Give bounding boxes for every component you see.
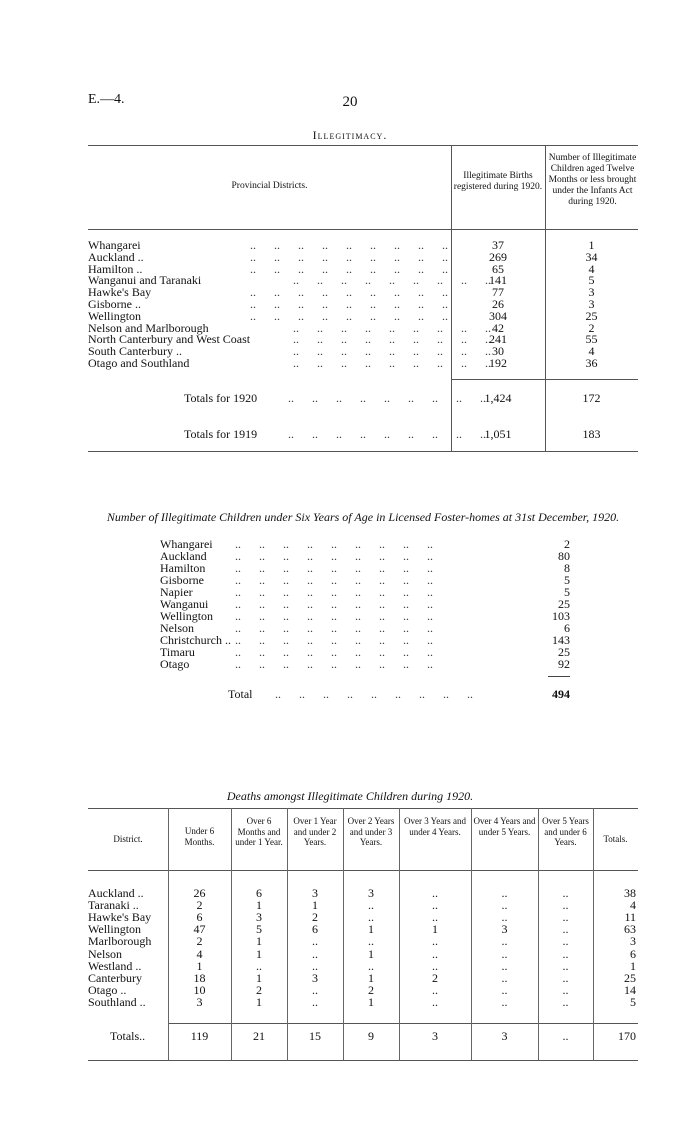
- leader-dots: .. .. .. .. .. .. .. .. ..: [250, 297, 448, 311]
- district-name: Wellington: [88, 308, 142, 323]
- births-value: 42: [492, 320, 504, 335]
- cell-value: ..: [562, 994, 569, 1009]
- children-total: 172: [582, 391, 601, 405]
- column-divider: [593, 808, 594, 1060]
- children-count: 5: [564, 573, 570, 587]
- leader-dots: .. .. .. .. .. .. .. .. ..: [235, 549, 433, 563]
- section-title-foster-homes: Number of Illegitimate Children under Six Years of Age in Licensed Foster-homes at 31st December, 1920.: [106, 510, 620, 524]
- cell-value: 25: [624, 970, 636, 985]
- cell-value: 6: [630, 946, 636, 961]
- children-count: 92: [558, 657, 570, 671]
- leader-dots: .. .. .. .. .. .. .. .. ..: [288, 391, 486, 405]
- leader-dots: .. .. .. .. .. .. .. .. ..: [235, 585, 433, 599]
- town-name: Christchurch ..: [160, 633, 231, 647]
- children-count: 2: [564, 537, 570, 551]
- column-divider: [471, 808, 472, 1060]
- children-value: 36: [585, 356, 598, 370]
- district-name: Southland ..: [88, 994, 146, 1009]
- cell-value: 26: [193, 886, 206, 900]
- leader-dots: .. .. .. .. .. .. .. .. ..: [235, 537, 433, 551]
- column-divider: [287, 808, 288, 1060]
- cell-value: ..: [562, 982, 569, 997]
- cell-value: 1: [368, 922, 374, 937]
- leader-dots: .. .. .. .. .. .. .. .. ..: [250, 238, 448, 252]
- town-name: Otago: [160, 657, 190, 671]
- cell-value: 170: [618, 1029, 636, 1043]
- leader-dots: .. .. .. .. .. .. .. .. ..: [235, 597, 433, 611]
- leader-dots: .. .. .. .. .. .. .. .. ..: [235, 633, 433, 647]
- births-value: 26: [492, 297, 504, 311]
- children-value: 4: [588, 261, 595, 276]
- cell-value: 3: [501, 1029, 508, 1043]
- births-value: 141: [489, 273, 507, 288]
- cell-value: ..: [368, 910, 374, 925]
- town-name: Timaru: [160, 645, 195, 659]
- cell-value: ..: [312, 946, 318, 961]
- leader-dots: .. .. .. .. .. .. .. .. ..: [235, 645, 433, 659]
- cell-value: ..: [312, 994, 318, 1009]
- cell-value: 3: [196, 994, 203, 1009]
- children-count: 6: [564, 621, 570, 635]
- total-label: Total: [228, 687, 253, 701]
- cell-value: ..: [432, 934, 438, 949]
- table-row: [88, 984, 638, 996]
- cell-value: 6: [256, 886, 262, 900]
- table-row: [88, 251, 638, 263]
- children-value: 55: [585, 332, 598, 347]
- cell-value: ..: [368, 898, 374, 913]
- births-value: 192: [489, 356, 507, 370]
- cell-value: 63: [624, 922, 636, 937]
- children-total: 183: [582, 427, 601, 441]
- column-header: Totals.: [603, 834, 628, 844]
- cell-value: ..: [501, 970, 508, 985]
- cell-value: 2: [256, 982, 262, 997]
- total-rule: [548, 676, 570, 677]
- cell-value: 1: [368, 970, 374, 985]
- cell-value: ..: [312, 982, 318, 997]
- cell-value: ..: [562, 946, 569, 961]
- cell-value: 11: [624, 910, 636, 925]
- district-name: Marlborough: [88, 934, 152, 949]
- cell-value: 3: [256, 910, 262, 925]
- column-header: Over 6 Months and under 1 Year.: [235, 816, 283, 847]
- totals-row: [88, 392, 638, 404]
- cell-value: 3: [501, 922, 508, 937]
- cell-value: ..: [501, 982, 508, 997]
- district-name: Whangarei: [88, 238, 141, 252]
- cell-value: ..: [562, 922, 569, 937]
- cell-value: 2: [432, 970, 438, 985]
- births-value: 269: [489, 249, 507, 264]
- cell-value: 4: [630, 898, 636, 913]
- district-name: South Canterbury ..: [88, 344, 182, 359]
- births-value: 65: [492, 261, 504, 276]
- births-value: 241: [489, 332, 507, 347]
- leader-dots: .. .. .. .. .. .. .. .. ..: [235, 573, 433, 587]
- leader-dots: .. .. .. .. .. .. .. .. ..: [293, 344, 491, 359]
- district-name: Hawke's Bay: [88, 910, 152, 925]
- leader-dots: .. .. .. .. .. .. .. .. ..: [250, 249, 448, 264]
- children-count: 5: [564, 585, 570, 599]
- cell-value: ..: [562, 910, 569, 925]
- cell-value: ..: [501, 946, 508, 961]
- leader-dots: .. .. .. .. .. .. .. .. ..: [293, 356, 491, 370]
- district-name: Totals..: [110, 1029, 146, 1043]
- document-reference: E.—4.: [88, 92, 125, 107]
- town-name: Nelson: [160, 621, 194, 635]
- cell-value: ..: [562, 886, 569, 900]
- table-row: [88, 960, 638, 972]
- cell-value: ..: [562, 1029, 569, 1043]
- column-header: Over 3 Years and under 4 Years.: [404, 816, 466, 837]
- cell-value: ..: [432, 958, 438, 973]
- children-value: 3: [588, 285, 595, 300]
- district-name: Canterbury: [88, 970, 142, 985]
- children-value: 34: [585, 249, 598, 264]
- column-divider: [231, 808, 232, 1060]
- cell-value: 47: [193, 922, 206, 937]
- cell-value: 1: [256, 898, 262, 913]
- table-row: [88, 357, 638, 369]
- births-value: 304: [489, 308, 507, 323]
- births-value: 30: [492, 344, 504, 359]
- leader-dots: .. .. .. .. .. .. .. .. ..: [293, 332, 491, 347]
- cell-value: ..: [501, 910, 508, 925]
- leader-dots: .. .. .. .. .. .. .. .. ..: [275, 687, 473, 701]
- table-row: [88, 996, 638, 1008]
- column-header: Over 1 Year and under 2 Years.: [293, 816, 337, 847]
- cell-value: ..: [368, 958, 374, 973]
- cell-value: 5: [630, 994, 636, 1009]
- table-row: [88, 310, 638, 322]
- cell-value: 1: [256, 946, 262, 961]
- cell-value: 1: [312, 898, 318, 913]
- list-item: [160, 658, 570, 670]
- column-divider: [538, 808, 539, 1060]
- table-row: [88, 972, 638, 984]
- cell-value: 21: [253, 1029, 265, 1043]
- cell-value: 18: [193, 970, 206, 985]
- cell-value: ..: [562, 934, 569, 949]
- district-name: Wanganui and Taranaki: [88, 273, 202, 288]
- cell-value: ..: [312, 958, 318, 973]
- town-name: Auckland: [160, 549, 207, 563]
- children-value: 3: [588, 297, 595, 311]
- cell-value: 2: [196, 898, 203, 913]
- table-row: [88, 935, 638, 947]
- district-name: Nelson and Marlborough: [88, 320, 209, 335]
- column-divider: [399, 808, 400, 1060]
- column-divider: [343, 808, 344, 1060]
- leader-dots: .. .. .. .. .. .. .. .. ..: [250, 261, 448, 276]
- district-name: Nelson: [88, 946, 122, 961]
- town-name: Napier: [160, 585, 193, 599]
- district-name: Otago and Southland: [88, 356, 190, 370]
- district-name: Westland ..: [88, 958, 142, 973]
- town-name: Wellington: [160, 609, 214, 623]
- cell-value: 2: [196, 934, 203, 949]
- leader-dots: .. .. .. .. .. .. .. .. ..: [235, 621, 433, 635]
- district-name: Auckland ..: [88, 886, 144, 900]
- leader-dots: .. .. .. .. .. .. .. .. ..: [235, 657, 433, 671]
- district-name: Otago ..: [88, 982, 127, 997]
- column-header: Over 5 Years and under 6 Years.: [542, 816, 589, 847]
- header-children-infants-act: Number of Illegitimate Children aged Twelve Months or less brought under the Infants Act during 1920.: [548, 153, 637, 207]
- district-name: Auckland ..: [88, 249, 144, 264]
- cell-value: 6: [196, 910, 203, 925]
- section-title-illegitimacy: Illegitimacy.: [312, 128, 388, 142]
- cell-value: 1: [432, 922, 438, 937]
- cell-value: ..: [312, 934, 318, 949]
- cell-value: ..: [432, 886, 438, 900]
- cell-value: ..: [501, 898, 508, 913]
- children-value: 5: [588, 273, 595, 288]
- leader-dots: .. .. .. .. .. .. .. .. ..: [235, 609, 433, 623]
- cell-value: 3: [312, 970, 318, 985]
- cell-value: 1: [630, 958, 636, 973]
- cell-value: 15: [309, 1029, 321, 1043]
- district-name: Gisborne ..: [88, 297, 141, 311]
- cell-value: ..: [562, 958, 569, 973]
- total-row: [160, 688, 570, 700]
- cell-value: ..: [501, 886, 508, 900]
- cell-value: 1: [256, 934, 262, 949]
- cell-value: 14: [624, 982, 636, 997]
- cell-value: 2: [368, 982, 374, 997]
- cell-value: ..: [432, 946, 438, 961]
- births-value: 77: [492, 285, 504, 300]
- cell-value: 5: [256, 922, 262, 937]
- district-name: Wellington: [88, 922, 142, 937]
- column-header: Under 6 Months.: [184, 826, 215, 847]
- leader-dots: .. .. .. .. .. .. .. .. ..: [235, 561, 433, 575]
- cell-value: ..: [501, 958, 508, 973]
- table-row: [88, 948, 638, 960]
- cell-value: 1: [368, 994, 374, 1009]
- totals-row: [88, 428, 638, 440]
- district-name: Hawke's Bay: [88, 285, 152, 300]
- leader-dots: .. .. .. .. .. .. .. .. ..: [293, 273, 491, 288]
- column-header: Over 4 Years and under 5 Years.: [473, 816, 536, 837]
- children-value: 1: [588, 238, 595, 252]
- children-count: 143: [552, 633, 570, 647]
- table-row: [88, 899, 638, 911]
- totals-label: Totals for 1919: [184, 427, 258, 441]
- cell-value: 1: [368, 946, 374, 961]
- leader-dots: .. .. .. .. .. .. .. .. ..: [250, 308, 448, 323]
- table-row: [88, 923, 638, 935]
- header-births-registered: Illegitimate Births registered during 1920.: [453, 171, 543, 192]
- cell-value: 2: [312, 910, 318, 925]
- children-count: 25: [558, 597, 570, 611]
- cell-value: ..: [432, 898, 438, 913]
- cell-value: 1: [256, 994, 262, 1009]
- leader-dots: .. .. .. .. .. .. .. .. ..: [250, 285, 448, 300]
- totals-row: [88, 1030, 638, 1042]
- table-row: [88, 887, 638, 899]
- cell-value: ..: [432, 982, 438, 997]
- totals-label: Totals for 1920: [184, 391, 258, 405]
- births-total: 1,424: [484, 391, 512, 405]
- cell-value: ..: [432, 910, 438, 925]
- cell-value: 3: [630, 934, 636, 949]
- column-header: Over 2 Years and under 3 Years.: [347, 816, 395, 847]
- cell-value: ..: [501, 934, 508, 949]
- cell-value: 9: [368, 1029, 374, 1043]
- children-value: 2: [588, 320, 595, 335]
- cell-value: 1: [256, 970, 262, 985]
- cell-value: 10: [193, 982, 206, 997]
- cell-value: ..: [501, 994, 508, 1009]
- births-value: 37: [492, 238, 504, 252]
- cell-value: 38: [624, 886, 636, 900]
- children-count: 103: [552, 609, 570, 623]
- cell-value: 119: [190, 1029, 209, 1043]
- children-count: 80: [558, 549, 570, 563]
- town-name: Gisborne: [160, 573, 204, 587]
- column-header: District.: [113, 834, 143, 844]
- cell-value: 6: [312, 922, 318, 937]
- children-value: 4: [588, 344, 595, 359]
- leader-dots: .. .. .. .. .. .. .. .. ..: [288, 427, 486, 441]
- cell-value: 3: [312, 886, 318, 900]
- total-value: 494: [552, 687, 570, 701]
- column-divider: [168, 808, 169, 1060]
- cell-value: ..: [432, 994, 438, 1009]
- cell-value: ..: [256, 958, 262, 973]
- cell-value: 3: [432, 1029, 438, 1043]
- births-total: 1,051: [484, 427, 512, 441]
- children-count: 8: [564, 561, 570, 575]
- town-name: Whangarei: [160, 537, 213, 551]
- town-name: Wanganui: [160, 597, 209, 611]
- district-name: Hamilton ..: [88, 261, 143, 276]
- cell-value: 4: [196, 946, 203, 961]
- leader-dots: .. .. .. .. .. .. .. .. ..: [293, 320, 491, 335]
- town-name: Hamilton: [160, 561, 206, 575]
- section-title-deaths: Deaths amongst Illegitimate Children during 1920.: [226, 789, 474, 803]
- header-provincial-districts: Provincial Districts.: [231, 181, 308, 191]
- cell-value: 3: [368, 886, 374, 900]
- cell-value: ..: [368, 934, 374, 949]
- district-name: Taranaki ..: [88, 898, 139, 913]
- children-value: 25: [585, 308, 598, 323]
- cell-value: ..: [562, 898, 569, 913]
- cell-value: 1: [196, 958, 203, 973]
- cell-value: ..: [562, 970, 569, 985]
- district-name: North Canterbury and West Coast: [88, 332, 251, 347]
- children-count: 25: [558, 645, 570, 659]
- table-row: [88, 911, 638, 923]
- page-number: 20: [342, 94, 358, 110]
